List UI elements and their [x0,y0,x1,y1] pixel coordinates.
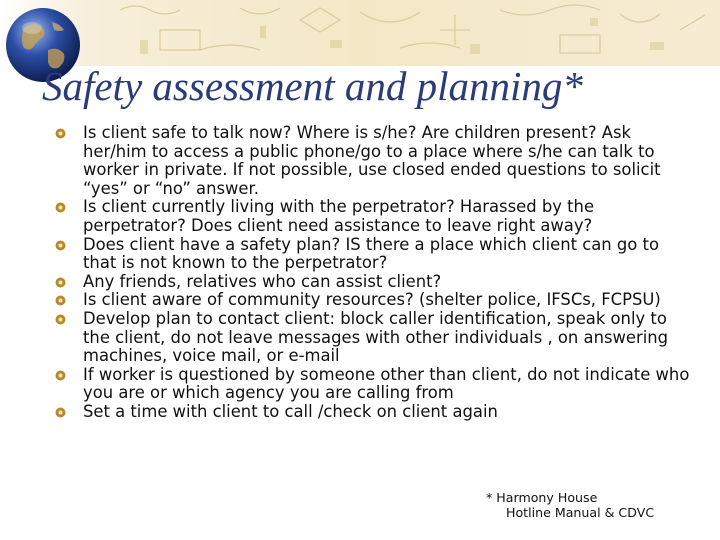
bullet-text: Is client aware of community resources? (shelter police, IFSCs, FCPSU) [83,290,661,310]
bullet-list [52,124,692,422]
list-item [52,366,692,403]
bullet-icon [55,240,66,251]
bullet-text: Develop plan to contact client: block caller identification, speak only to the client, do not leave messages with other individuals , on answering machines, voice mail, or e-mail [83,308,669,366]
bullet-icon [55,407,66,418]
bullet-icon [55,202,66,213]
list-item [52,291,692,310]
source-footnote [486,490,654,520]
bullet-text: Set a time with client to call /check on client again [83,401,498,421]
bullet-icon [55,295,66,306]
page-title: Safety assessment and planning* [42,63,583,109]
footnote-line-1: * Harmony House [486,490,598,505]
bullet-text: Is client safe to talk now? Where is s/he? Are children present? Ask her/him to access a public phone/go to a place where s/he can talk to worker in private. If not possible, use closed ended questions to solicit “yes” or “no” answer. [83,123,661,198]
bullet-text: Does client have a safety plan? IS there a place which client can go to that is not known to the perpetrator? [83,234,659,273]
bullet-text: If worker is questioned by someone other than client, do not indicate who you are or which agency you are calling from [83,364,690,403]
list-item [52,124,692,198]
bullet-icon [55,314,66,325]
bullet-icon [55,128,66,139]
header-banner [0,0,720,66]
bullet-icon [55,277,66,288]
list-item [52,403,692,422]
bullet-text: Is client currently living with the perpetrator? Harassed by the perpetrator? Does client need assistance to leave right away? [83,197,595,235]
parchment-banner-art [0,0,720,66]
list-item [52,310,692,366]
list-item [52,236,692,273]
list-item [52,198,692,235]
bullet-text: Any friends, relatives who can assist client? [83,271,442,291]
bullet-icon [55,370,66,381]
list-item [52,273,692,292]
footnote-line-2: Hotline Manual & CDVC [506,505,655,520]
